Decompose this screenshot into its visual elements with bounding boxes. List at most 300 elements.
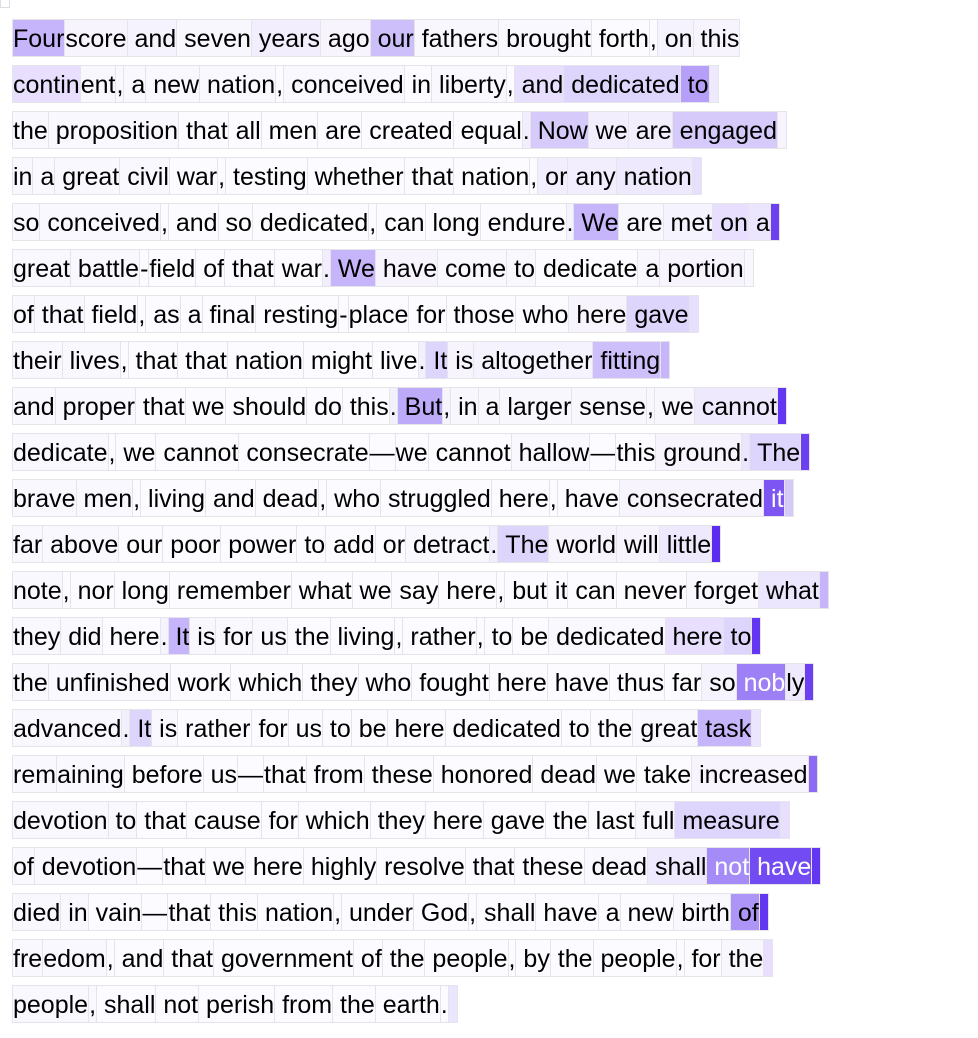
token: before: [124, 755, 204, 793]
token: have: [749, 847, 812, 885]
line-end-token: [448, 985, 458, 1023]
token: consecrated: [619, 479, 764, 517]
token: ,: [106, 939, 115, 977]
token: task: [697, 709, 752, 747]
token: that: [162, 847, 206, 885]
token: altogether: [473, 341, 593, 379]
token: us: [252, 617, 287, 655]
line-end-token: [777, 111, 787, 149]
token: live: [372, 341, 418, 379]
token: people: [424, 939, 508, 977]
token: war: [169, 157, 218, 195]
token: they: [370, 801, 426, 839]
token: have: [547, 663, 610, 701]
token: to: [296, 525, 326, 563]
line-end-token: [811, 847, 821, 885]
token: Now: [530, 111, 589, 149]
token: struggled: [380, 479, 492, 517]
token: .: [741, 433, 750, 471]
token: —: [141, 893, 168, 931]
token: thus: [609, 663, 665, 701]
token: ent: [80, 65, 117, 103]
token: all: [228, 111, 262, 149]
token: us: [203, 755, 238, 793]
token: testing: [225, 157, 308, 195]
token: proposition: [48, 111, 179, 149]
token: that: [465, 847, 516, 885]
token: .: [121, 709, 130, 747]
token: to: [322, 709, 352, 747]
token: birth: [673, 893, 731, 931]
token: did: [60, 617, 102, 655]
token: .: [389, 387, 398, 425]
token-line: [12, 663, 813, 701]
token: never: [616, 571, 687, 609]
token-line: [12, 893, 768, 931]
token: shall: [647, 847, 707, 885]
token: ,: [318, 479, 327, 517]
token: government: [213, 939, 354, 977]
token: conceived: [283, 65, 405, 103]
token: dedicated: [563, 65, 680, 103]
token: .: [418, 341, 427, 379]
token-line: [12, 19, 739, 57]
token: the: [550, 939, 594, 977]
token: to: [723, 617, 753, 655]
token: for: [215, 617, 253, 655]
token: who: [515, 295, 570, 333]
token: we: [352, 571, 393, 609]
token: which: [230, 663, 303, 701]
token: under: [341, 893, 414, 931]
token: portion: [659, 249, 744, 287]
token: that: [263, 755, 307, 793]
token: a: [637, 249, 660, 287]
token: whether: [307, 157, 405, 195]
token: the: [332, 985, 376, 1023]
token: so: [218, 203, 253, 241]
token: people: [593, 939, 677, 977]
token: forget: [686, 571, 759, 609]
token: above: [42, 525, 119, 563]
token: here: [245, 847, 304, 885]
token: a: [748, 203, 771, 241]
token-line: [12, 939, 772, 977]
token: of: [12, 847, 35, 885]
token: we: [588, 111, 629, 149]
token: we: [185, 387, 226, 425]
token: be: [512, 617, 549, 655]
token: full: [635, 801, 676, 839]
token: living: [330, 617, 396, 655]
token: God: [413, 893, 469, 931]
token: .: [566, 203, 575, 241]
token: .: [440, 985, 449, 1023]
token: we: [395, 433, 429, 471]
token: this: [615, 433, 656, 471]
token: from: [306, 755, 365, 793]
line-end-token: [780, 801, 790, 839]
token: ,: [394, 617, 403, 655]
token-line: [12, 801, 789, 839]
token: that: [224, 249, 275, 287]
token: in: [12, 157, 33, 195]
token: .: [489, 525, 498, 563]
token: as: [145, 295, 180, 333]
token: and: [12, 387, 56, 425]
token: shall: [476, 893, 536, 931]
token: for: [408, 295, 446, 333]
token: proper: [55, 387, 136, 425]
token: their: [12, 341, 63, 379]
token: fought: [411, 663, 489, 701]
token: a: [478, 387, 501, 425]
token: sense: [571, 387, 647, 425]
token-line: [12, 755, 817, 793]
token: far: [12, 525, 43, 563]
token: dead: [584, 847, 649, 885]
token: of: [195, 249, 225, 287]
token: have: [535, 893, 598, 931]
token: the: [287, 617, 331, 655]
token: in: [450, 387, 478, 425]
token: should: [225, 387, 308, 425]
token-line: [12, 387, 786, 425]
token: or: [537, 157, 568, 195]
token: is: [151, 709, 178, 747]
token: ,: [160, 203, 169, 241]
line-end-token: [751, 709, 761, 747]
token: take: [636, 755, 692, 793]
token: war: [274, 249, 323, 287]
token: The: [497, 525, 549, 563]
token: lives: [62, 341, 121, 379]
token: gave: [626, 295, 689, 333]
line-end-token: [692, 157, 702, 195]
token: met: [663, 203, 714, 241]
token: ,: [508, 939, 517, 977]
token: it: [547, 571, 568, 609]
token: liberty: [431, 65, 507, 103]
token: here: [489, 663, 548, 701]
token: our: [118, 525, 163, 563]
token: highly: [303, 847, 377, 885]
token: edom: [42, 939, 107, 977]
token: these: [364, 755, 434, 793]
line-end-token: [784, 479, 794, 517]
token-line: [12, 341, 669, 379]
token: resting: [255, 295, 339, 333]
token: here: [665, 617, 724, 655]
token: fitting: [592, 341, 661, 379]
token: the: [590, 709, 634, 747]
token: devotion: [12, 801, 109, 839]
token: a: [598, 893, 621, 931]
token: for: [684, 939, 722, 977]
token: will: [616, 525, 660, 563]
line-end-token: [763, 939, 773, 977]
token: advanced: [12, 709, 122, 747]
token: ,: [529, 157, 538, 195]
token: what: [291, 571, 353, 609]
token: We: [330, 249, 376, 287]
token: those: [446, 295, 516, 333]
token: here: [491, 479, 550, 517]
token: living: [140, 479, 206, 517]
token: —: [237, 755, 264, 793]
line-end-token: [819, 571, 829, 609]
line-end-token: [808, 755, 818, 793]
token-line: [12, 479, 793, 517]
token: men: [261, 111, 319, 149]
line-end-token: [751, 617, 761, 655]
line-end-token: [800, 433, 810, 471]
token-line: [12, 203, 779, 241]
token: years: [251, 19, 321, 57]
token: are: [618, 203, 663, 241]
token: and: [114, 939, 165, 977]
line-end-token: [709, 65, 719, 103]
token: poor: [162, 525, 221, 563]
token: forth: [591, 19, 650, 57]
token: shall: [96, 985, 156, 1023]
token: great: [12, 249, 71, 287]
token: world: [548, 525, 617, 563]
token-line: [12, 433, 809, 471]
token: ly: [785, 663, 805, 701]
token: that: [34, 295, 85, 333]
token: equal: [453, 111, 523, 149]
token: ,: [88, 985, 97, 1023]
token: a: [32, 157, 55, 195]
token: this: [210, 893, 258, 931]
token: unfinished: [48, 663, 171, 701]
token: work: [170, 663, 232, 701]
token: come: [437, 249, 507, 287]
token: ,: [496, 571, 505, 609]
token: ,: [115, 65, 124, 103]
token: ,: [649, 19, 658, 57]
token: aining: [56, 755, 125, 793]
token: ,: [137, 295, 146, 333]
token: cause: [186, 801, 262, 839]
token: ,: [275, 65, 284, 103]
token: this: [693, 19, 741, 57]
token: perish: [198, 985, 275, 1023]
token: they: [12, 617, 61, 655]
token: do: [306, 387, 343, 425]
token: the: [545, 801, 589, 839]
token: which: [298, 801, 371, 839]
token: that: [163, 939, 214, 977]
token: to: [484, 617, 514, 655]
token: or: [375, 525, 406, 563]
token: to: [561, 709, 591, 747]
token: for: [251, 709, 289, 747]
line-end-token: [689, 295, 699, 333]
token: people: [12, 985, 89, 1023]
token: here: [438, 571, 497, 609]
token: by: [515, 939, 550, 977]
token: It: [425, 341, 448, 379]
token: .: [322, 249, 331, 287]
token: to: [506, 249, 536, 287]
token: nor: [70, 571, 115, 609]
token: ,: [468, 893, 477, 931]
token: nation: [199, 65, 276, 103]
token: increased: [691, 755, 808, 793]
token: devotion: [34, 847, 137, 885]
token: It: [168, 617, 191, 655]
token: honored: [433, 755, 534, 793]
token: is: [189, 617, 216, 655]
token: .: [160, 617, 169, 655]
token: here: [568, 295, 627, 333]
token: ,: [506, 65, 515, 103]
token: field: [148, 249, 196, 287]
token: vain: [88, 893, 143, 931]
token: dedicate: [535, 249, 638, 287]
token: power: [220, 525, 297, 563]
token: they: [302, 663, 358, 701]
token: ,: [676, 939, 685, 977]
token: our: [370, 19, 415, 57]
token: here: [387, 709, 446, 747]
token: and: [514, 65, 565, 103]
token: nation: [257, 893, 334, 931]
token: ,: [132, 479, 141, 517]
token: final: [202, 295, 257, 333]
token: the: [721, 939, 765, 977]
token: ,: [442, 387, 451, 425]
token: of: [730, 893, 760, 931]
line-end-token: [711, 525, 721, 563]
token: hallow: [511, 433, 591, 471]
token: last: [588, 801, 636, 839]
token: ago: [320, 19, 371, 57]
token: here: [102, 617, 161, 655]
token: so: [701, 663, 736, 701]
token: larger: [499, 387, 572, 425]
token: contin: [12, 65, 81, 103]
token: for: [261, 801, 299, 839]
token-line: [12, 571, 828, 609]
token-line: [12, 525, 720, 563]
token: —: [136, 847, 163, 885]
token: But: [397, 387, 443, 425]
token: ,: [120, 341, 129, 379]
token: dedicated: [252, 203, 369, 241]
token: ,: [549, 479, 558, 517]
token: brave: [12, 479, 77, 517]
token: on: [712, 203, 749, 241]
token: in: [404, 65, 432, 103]
token: little: [659, 525, 712, 563]
token: and: [168, 203, 219, 241]
token: that: [177, 341, 228, 379]
token: are: [628, 111, 673, 149]
line-end-token: [770, 203, 780, 241]
token: ,: [62, 571, 71, 609]
line-end-token: [777, 387, 787, 425]
token: be: [351, 709, 388, 747]
token: can: [567, 571, 616, 609]
line-end-token: [804, 663, 814, 701]
token: of: [353, 939, 383, 977]
token: these: [514, 847, 584, 885]
token: who: [326, 479, 381, 517]
token: —: [589, 433, 616, 471]
token: new: [145, 65, 200, 103]
token: great: [632, 709, 698, 747]
token-grid: [12, 0, 962, 1030]
token: ground: [655, 433, 742, 471]
token: have: [557, 479, 620, 517]
token: and: [205, 479, 256, 517]
token: that: [136, 801, 187, 839]
token: remember: [169, 571, 292, 609]
token: to: [680, 65, 710, 103]
token: ,: [108, 433, 117, 471]
token: fre: [12, 939, 43, 977]
token: dedicated: [445, 709, 562, 747]
token: seven: [176, 19, 252, 57]
token: the: [12, 663, 49, 701]
token: and: [127, 19, 178, 57]
token: -: [139, 249, 149, 287]
token: endure: [480, 203, 567, 241]
token: that: [135, 387, 186, 425]
token: have: [375, 249, 438, 287]
token: cannot: [428, 433, 512, 471]
token: this: [342, 387, 390, 425]
token: here: [425, 801, 484, 839]
token: add: [325, 525, 376, 563]
token: great: [54, 157, 120, 195]
token: not: [706, 847, 750, 885]
token: We: [573, 203, 619, 241]
token: .: [522, 111, 531, 149]
token: far: [664, 663, 702, 701]
token: long: [114, 571, 170, 609]
token: rather: [402, 617, 476, 655]
token: that: [128, 341, 179, 379]
token: detract: [405, 525, 490, 563]
token: who: [358, 663, 413, 701]
token-line: [12, 985, 457, 1023]
token: ,: [368, 203, 377, 241]
token: of: [12, 295, 35, 333]
token: cannot: [155, 433, 239, 471]
token: us: [288, 709, 323, 747]
token: might: [303, 341, 373, 379]
token: dead: [532, 755, 597, 793]
token: ,: [646, 387, 655, 425]
token: nation: [453, 157, 530, 195]
token-line: [12, 65, 718, 103]
token: resolve: [376, 847, 466, 885]
token: place: [348, 295, 410, 333]
token-line: [12, 709, 760, 747]
token: civil: [119, 157, 170, 195]
token-line: [12, 295, 698, 333]
token: new: [620, 893, 675, 931]
token: Four: [12, 19, 65, 57]
line-end-token: [660, 341, 670, 379]
token: dead: [255, 479, 320, 517]
token: rather: [177, 709, 251, 747]
token: it: [763, 479, 784, 517]
